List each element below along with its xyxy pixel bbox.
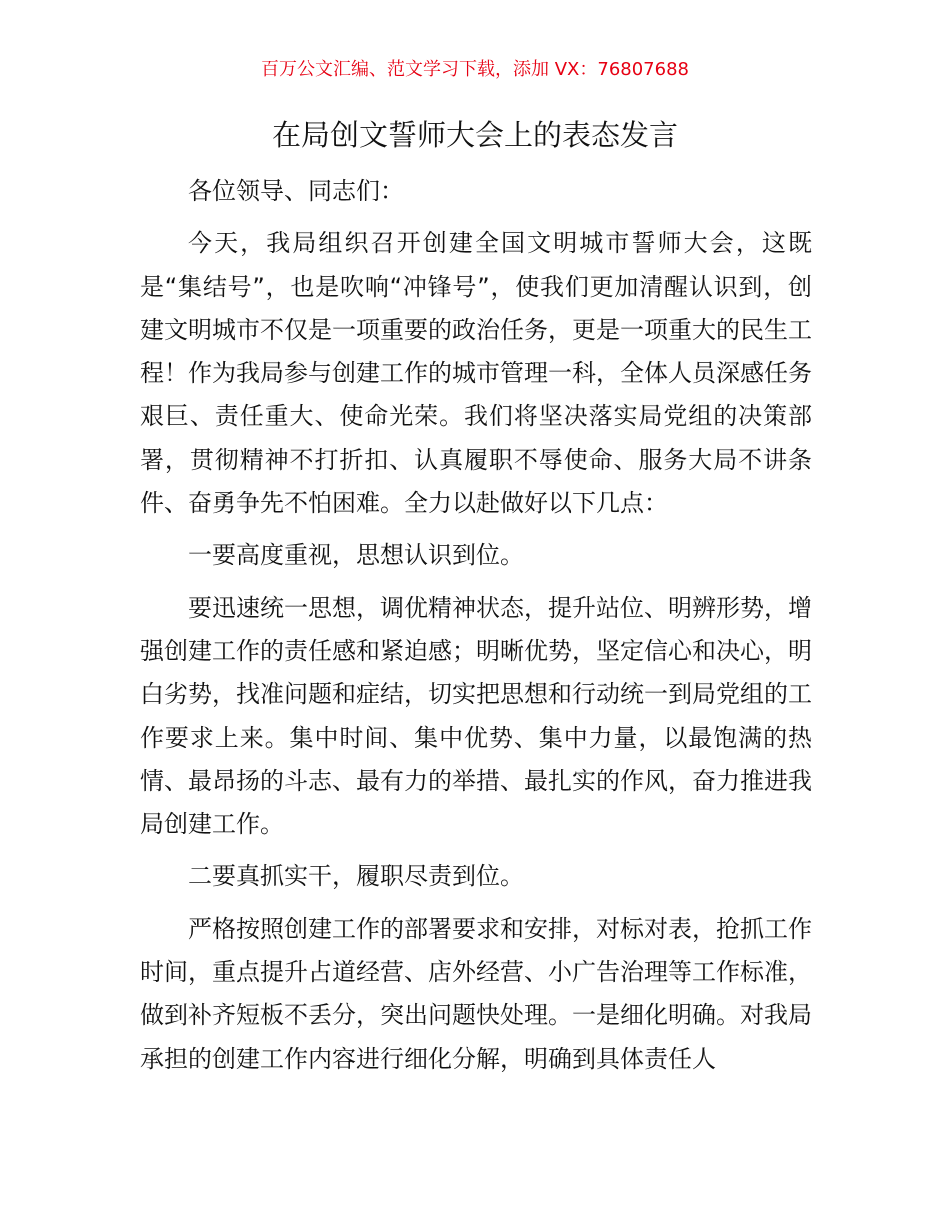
header-watermark-note: 百万公文汇编、范文学习下载，添加 VX：76807688 — [261, 59, 689, 80]
paragraph-section-2: 严格按照创建工作的部署要求和安排，对标对表，抢抓工作时间，重点提升占道经营、店外经营、小广告治理等工作标准，做到补齐短板不丢分，突出问题快处理。一是细化明确。对我局承担的创建工作内容进行细化分解，明确到具体责任人 — [140, 914, 812, 1073]
salutation: 各位领导、同志们： — [188, 177, 404, 205]
paragraph-intro: 今天，我局组织召开创建全国文明城市誓师大会，这既是“集结号”，也是吹响“冲锋号”，使我们更加清醒认识到，创建文明城市不仅是一项重要的政治任务，更是一项重大的民生工程！作为我局参与创建工作的城市管理一科，全体人员深感任务艰巨、责任重大、使命光荣。我们将坚决落实局党组的决策部署，贯彻精神不打折扣、认真履职不辱使命、服务大局不讲条件、奋勇争先不怕困难。全力以赴做好以下几点： — [140, 229, 812, 518]
paragraph-section-1: 要迅速统一思想，调优精神状态，提升站位、明辨形势，增强创建工作的责任感和紧迫感；明晰优势，坚定信心和决心，明白劣势，找准问题和症结，切实把思想和行动统一到局党组的工作要求上来。集中时间、集中优势、集中力量，以最饱满的热情、最昂扬的斗志、最有力的举措、最扎实的作风，奋力推进我局创建工作。 — [140, 593, 812, 839]
section-heading-1: 一要高度重视，思想认识到位。 — [188, 541, 524, 570]
section-heading-2: 二要真抓实干，履职尽责到位。 — [188, 862, 524, 891]
document-title: 在局创文誓师大会上的表态发言 — [271, 118, 678, 152]
document-body — [140, 170, 812, 1090]
